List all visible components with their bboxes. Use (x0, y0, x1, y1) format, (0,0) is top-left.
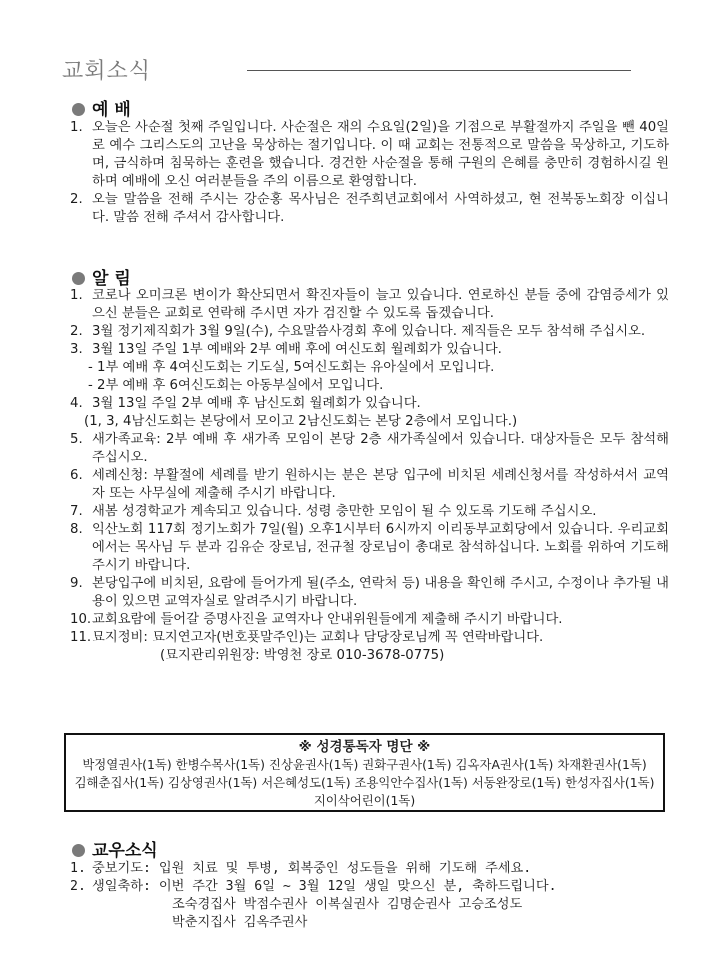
birthday-names: 조숙경집사 박점수권사 이복실권사 김명순권사 고승조성도 (172, 897, 523, 912)
list-subitem: - 1부 예배 후 4여신도회는 기도실, 5여신도회는 유아실에서 모입니다. (88, 360, 495, 375)
list-item: 4. 3월 13일 주일 2부 예배 후 남신도회 월례회가 있습니다. (70, 396, 421, 411)
prayer-line: 중보기도: 입원 치료 및 투병, 회복중인 성도들을 위해 기도해 주세요. (92, 861, 532, 876)
bible-readers-box (64, 733, 665, 812)
list-item: 3. 3월 13일 주일 1부 예배와 2부 예배 후에 여신도회 월례회가 있습니다. (70, 342, 502, 357)
bible-readers-line: 김해춘집사(1독) 김상영권사(1독) 서은혜성도(1독) 조용익안수집사(1독) 서동완장로(1독) 한성자집사(1독) (74, 775, 655, 790)
bible-readers-line: 박정열권사(1독) 한병수목사(1독) 진상윤권사(1독) 권화구권사(1독) 김옥자A권사(1독) 차재환권사(1독) (82, 757, 647, 772)
list-item: 8. 익산노회 117회 정기노회가 7일(월) 오후1시부터 6시까지 이리동부교회당에서 있습니다. 우리교회에서는 목사님 두 분과 김유순 장로님, 전규철 장로님이 총대로 참석하십니다. 노회를 위하여 기도해 주시기 바랍니다. (70, 522, 669, 573)
members-heading: 교우소식 (72, 836, 158, 861)
list-item: 9. 본당입구에 비치된, 요람에 들어가게 될(주소, 연락처 등) 내용을 확인해 주시고, 수정이나 추가될 내용이 있으면 교역자실로 알려주시기 바랍니다. (70, 576, 669, 609)
list-item: 10. 교회요람에 들어갈 증명사진을 교역자나 안내위원들에게 제출해 주시기 바랍니다. (70, 612, 563, 627)
birthday-names: 박춘지집사 김옥주권사 (172, 915, 308, 930)
list-subitem: - 2부 예배 후 6여신도회는 아동부실에서 모입니다. (88, 378, 384, 393)
list-item: 7. 새봄 성경학교가 계속되고 있습니다. 성령 충만한 모임이 될 수 있도록 기도해 주십시오. (70, 504, 597, 519)
list-item: 2. 3월 정기제직회가 3월 9일(수), 수요말씀사경회 후에 있습니다. 제직들은 모두 참석해 주십시오. (70, 324, 646, 339)
worship-list (0, 119, 669, 227)
bullet-icon (72, 844, 85, 857)
birthday-line: 생일축하: 이번 주간 3월 6일 ~ 3월 12일 생일 맞으신 분, 축하드립니다. (92, 879, 557, 894)
bullet-icon (72, 103, 85, 116)
list-item: 11. 묘지정비: 묘지연고자(번호푯말주인)는 교회나 담당장로님께 꼭 연락바랍니다. (70, 630, 544, 645)
bible-readers-title: ※ 성경통독자 명단 ※ (298, 739, 431, 755)
bullet-icon (72, 272, 85, 285)
notice-heading: 알 림 (72, 264, 131, 289)
title-divider (247, 70, 631, 71)
list-item: 1. 오늘은 사순절 첫째 주일입니다. 사순절은 재의 수요일(2일)을 기점으로 부활절까지 주일을 뺀 40일로 예수 그리스도의 고난을 묵상하는 절기입니다. 이 때 교회는 전통적으로 말씀을 묵상하고, 기도하며, 금식하며 침묵하는 훈련을 했습니다. 경건한 사순절을 통해 구원의 은혜를 충만히 경험하시길 원하며 예배에 오신 여러분들을 주의 이름으로 환영합니다. (70, 120, 669, 189)
list-subitem: (1, 3, 4남신도회는 본당에서 모이고 2남신도회는 본당 2층에서 모입니다.) (84, 414, 518, 429)
list-item: 6. 세례신청: 부활절에 세례를 받기 원하시는 분은 본당 입구에 비치된 세례신청서를 작성하셔서 교역자 또는 사무실에 제출해 주시기 바랍니다. (70, 468, 669, 501)
list-item: 5. 새가족교육: 2부 예배 후 새가족 모임이 본당 2층 새가족실에서 있습니다. 대상자들은 모두 참석해 주십시오. (70, 432, 669, 465)
list-subitem: (묘지관리위원장: 박영천 장로 010-3678-0775) (160, 648, 445, 663)
worship-heading: 예 배 (72, 95, 131, 120)
bible-readers-line: 지이삭어린이(1독) (313, 793, 416, 808)
list-item: 2. 오늘 말씀을 전해 주시는 강순홍 목사님은 전주희년교회에서 사역하셨고, 현 전북동노회장 이십니다. 말씀 전해 주셔서 감사합니다. (70, 192, 669, 225)
page-title: 교회소식 (62, 59, 152, 84)
bulletin-page: 교회소식 예 배 1. 오늘은 사순절 첫째 주일입니다. 사순절은 재의 수요일(2일)을 기점으로 부활절까지 주일을 뺀 40일로 예수 그리스도의 고난을 묵상하는 절기입니다. 이 때 교회는 전통적으로 말씀을 묵상하고, 기도하며, 금식하며 침묵하는 훈련을 했습니다. 경건한 사순절을 통해 구원의 은혜를 충만히 경험하시길 원하며 예배에 오신 여러분들을 주의 이름으로 환영합니다. 2. 오늘 말씀을 전해 주시는 강순홍 목사님은 전주희년교회에서 사역하셨고, 현 전북동노회장 이십니다. 말씀 전해 주셔서 감사합니다. 알 림 1. 코로나 오미크론 변이가 확산되면서 확진자들이 늘고 있습니다. 연로하신 분들 중에 감염증세가 있으신 분들은 교회로 연락해 주시면 자가 검진할 수 있도록 돕겠습니다. 2. 3월 정기제직회가 3월 9일(수), 수요말씀사경회 후에 있습니다. 제직들은 모두 참석해 주십시오. 3. 3월 13일 주일 1부 예배와 2부 예배 후에 여신도회 월례회가 있습니다. - 1부 예배 후 4여신도회는 기도실, 5여신도회는 유아실에서 모입니다. - 2부 예배 후 6여신도회는 아동부실에서 모입니다. 4. 3월 13일 주일 2부 예배 후 남신도회 월례회가 있습니다. (1, 3, 4남신도회는 본당에서 모이고 2남신도회는 본당 2층에서 모입니다.) 5. 새가족교육: 2부 예배 후 새가족 모임이 본당 2층 새가족실에서 있습니다. 대상자들은 모두 참석해 주십시오. 6. 세례신청: 부활절에 세례를 받기 원하시는 분은 본당 입구에 비치된 세례신청서를 작성하셔서 교역자 또는 사무실에 제출해 주시기 바랍니다. 7. 새봄 성경학교가 계속되고 있습니다. 성령 충만한 모임이 될 수 있도록 기도해 주십시오. 8. 익산노회 117회 정기노회가 7일(월) 오후1시부터 6시까지 이리동부교회당에서 있습니다. 우리교회에서는 목사님 두 분과 김유순 장로님, 전규철 장로님이 총대로 참석하십니다. 노회를 위하여 기도해 주시기 바랍니다. 9. 본당입구에 비치된, 요람에 들어가게 될(주소, 연락처 등) 내용을 확인해 주시고, 수정이나 추가될 내용이 있으면 교역자실로 알려주시기 바랍니다. 10. 교회요람에 들어갈 증명사진을 교역자나 안내위원들에게 제출해 주시기 바랍니다. 11. 묘지정비: 묘지연고자(번호푯말주인)는 교회나 담당장로님께 꼭 연락바랍니다. (묘지관리위원장: 박영천 장로 010-3678-0775) ※ 성경통독자 명단 ※ 박정열권사(1독) 한병수목사(1독) 진상윤권사(1독) 권화구권사(1독) 김옥자A권사(1독) 차재환권사(1독) 김해춘집사(1독) 김상영권사(1독) 서은혜성도(1독) 조용익안수집사(1독) 서동완장로(1독) 한성자집사(1독) 지이삭어린이(1독) 교우소식 1. 중보기도: 입원 치료 및 투병, 회복중인 성도들을 위해 기도해 주세요. 2. 생일축하: 이번 주간 3월 6일 ~ 3월 12일 생일 맞으신 분, 축하드립니다. 조숙경집사 박점수권사 이복실권사 김명순권사 고승조성도 박춘지집사 김옥주권사 (0, 0, 715, 975)
notice-list (0, 287, 669, 665)
list-item: 1. 코로나 오미크론 변이가 확산되면서 확진자들이 늘고 있습니다. 연로하신 분들 중에 감염증세가 있으신 분들은 교회로 연락해 주시면 자가 검진할 수 있도록 돕겠습니다. (70, 288, 669, 321)
